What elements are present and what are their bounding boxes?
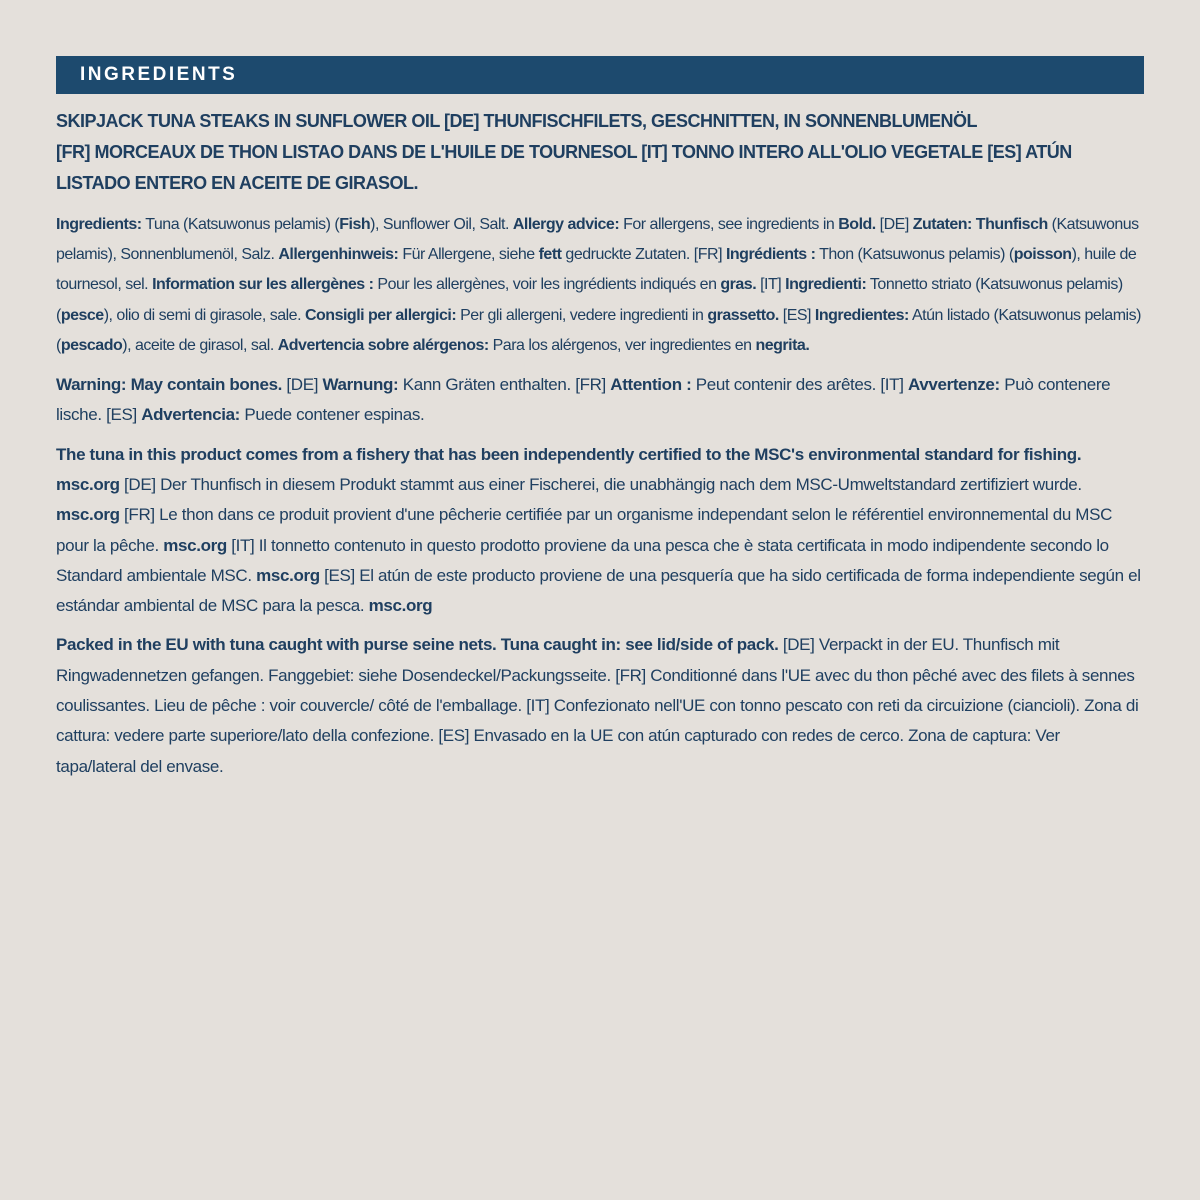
ingredients-panel (56, 56, 1144, 782)
text-segment: Pour les allergènes, voir les ingrédients indiqués en (373, 276, 721, 294)
bold-text-segment: msc.org (256, 565, 320, 585)
text-segment: [ES] El atún de este producto proviene de una pesquería que ha sido certificada de forma independiente según el estándar ambiental de MSC para la pesca. (56, 565, 1141, 616)
text-segment: ), aceite de girasol, sal. (122, 336, 278, 354)
bold-text-segment: msc.org (163, 535, 227, 555)
ingredients-paragraph (56, 210, 1144, 361)
text-segment: [DE] (875, 216, 913, 233)
msc-certification-paragraph (56, 440, 1144, 622)
bold-text-segment: Zutaten: Thunfisch (912, 216, 1048, 233)
bold-text-segment: pesce (60, 306, 104, 324)
bold-text-segment: Consigli per allergici: (304, 306, 457, 324)
text-segment: [IT] (756, 276, 786, 294)
bold-text-segment: gras. (720, 276, 757, 294)
text-segment: [IT] Il tonnetto contenuto in questo prodotto proviene da una pesca che è stata certificata in modo indipendente secondo lo Standard ambientale MSC. (56, 535, 1109, 585)
text-segment: gedruckte Zutaten. [FR] (561, 246, 726, 264)
bold-text-segment: negrita. (755, 336, 810, 354)
product-title-line: SKIPJACK TUNA STEAKS IN SUNFLOWER OIL [DE] THUNFISCHFILETS, GESCHNITTEN, IN SONNENBLUMENÖL (56, 111, 978, 131)
text-segment: Tuna (Katsuwonus pelamis) ( (141, 216, 340, 233)
bold-text-segment: Ingredients: (56, 216, 142, 233)
product-title-line: LISTADO ENTERO EN ACEITE DE GIRASOL. (56, 173, 419, 193)
bold-text-segment: Avvertenze: (907, 375, 1000, 395)
text-segment: Kann Gräten enthalten. [FR] (398, 375, 611, 395)
bold-text-segment: The tuna in this product comes from a fishery that has been independently certified to the MSC's environmental standard for fishing. msc.org (56, 444, 1082, 494)
text-segment: Für Allergene, siehe (398, 246, 539, 264)
text-segment: Thon (Katsuwonus pelamis) ( (815, 246, 1014, 264)
text-segment: ), Sunflower Oil, Salt. (370, 216, 513, 233)
packing-paragraph (56, 630, 1144, 781)
text-segment: [DE] (282, 375, 323, 395)
text-segment: Per gli allergeni, vedere ingredienti in (456, 306, 708, 324)
bold-text-segment: Warnung: (322, 375, 399, 395)
product-title-line: [FR] MORCEAUX DE THON LISTAO DANS DE L'HUILE DE TOURNESOL [IT] TONNO INTERO ALL'OLIO VEGETALE [ES] ATÚN (56, 142, 1072, 162)
bold-text-segment: Warning: May contain bones. (56, 375, 283, 395)
text-segment: Para los alérgenos, ver ingredientes en (488, 336, 756, 354)
text-segment: ), olio di semi di girasole, sale. (103, 306, 305, 324)
bold-text-segment: msc.org (368, 596, 433, 616)
section-header-label: INGREDIENTS (80, 64, 238, 85)
text-segment: [ES] (778, 306, 815, 324)
bold-text-segment: fett (538, 246, 562, 264)
bold-text-segment: msc.org (56, 505, 120, 525)
bold-text-segment: Packed in the EU with tuna caught with purse seine nets. Tuna caught in: see lid/side of pack. (56, 635, 779, 655)
bold-text-segment: Information sur les allergènes : (152, 276, 374, 294)
text-segment: Atún listado (Katsuwonus pelamis) ( (56, 306, 1141, 354)
text-segment: [DE] Der Thunfisch in diesem Produkt stammt aus einer Fischerei, die unabhängig nach dem MSC-Umweltstandard zertifiziert wurde. (119, 474, 1082, 494)
section-header (56, 56, 1144, 94)
warning-paragraph (56, 370, 1144, 431)
bold-text-segment: pescado (60, 336, 123, 354)
bold-text-segment: grassetto. (707, 306, 779, 324)
bold-text-segment: Fish (339, 216, 371, 233)
bold-text-segment: Advertencia sobre alérgenos: (277, 336, 489, 354)
text-segment: [FR] Le thon dans ce produit provient d'une pêcherie certifiée par un organisme independant selon le référentiel environnemental du MSC pour la pêche. (56, 505, 1113, 555)
text-segment: For allergens, see ingredients in (619, 216, 839, 233)
text-segment: ), huile de tournesol, sel. (56, 246, 1137, 294)
product-title (56, 106, 1144, 199)
bold-text-segment: Bold. (838, 216, 876, 233)
bold-text-segment: Allergy advice: (512, 216, 620, 233)
bold-text-segment: Allergenhinweis: (278, 246, 399, 264)
text-segment: Puede contener espinas. (240, 405, 425, 425)
text-segment: [DE] Verpackt in der EU. Thunfisch mit Ringwadennetzen gefangen. Fanggebiet: siehe Dosendeckel/Packungsseite. [FR] Conditionné dans l'UE avec du thon pêché avec des filets à sennes coulissantes. Lieu de pêche : voir couvercle/ côté de l'emballage. [IT] Confezionato nell'UE con tonno pescato con reti da circuizione (ciancioli). Zona di cattura: vedere parte superiore/lato della confezione. [ES] Envasado en la UE con atún capturado con redes de cerco. Zona de captura: Ver tapa/lateral del envase. (56, 635, 1139, 776)
bold-text-segment: Ingrédients : (725, 246, 816, 264)
bold-text-segment: Attention : (610, 375, 692, 395)
bold-text-segment: Ingredientes: (814, 306, 909, 324)
bold-text-segment: Ingredienti: (785, 276, 867, 294)
text-segment: (Katsuwonus pelamis), Sonnenblumenöl, Salz. (56, 216, 1139, 264)
bold-text-segment: poisson (1013, 246, 1072, 264)
text-segment: Peut contenir des arêtes. [IT] (691, 375, 908, 395)
text-segment: Può contenere lische. [ES] (56, 375, 1111, 425)
bold-text-segment: Advertencia: (141, 405, 240, 425)
text-segment: Tonnetto striato (Katsuwonus pelamis) ( (56, 276, 1123, 324)
